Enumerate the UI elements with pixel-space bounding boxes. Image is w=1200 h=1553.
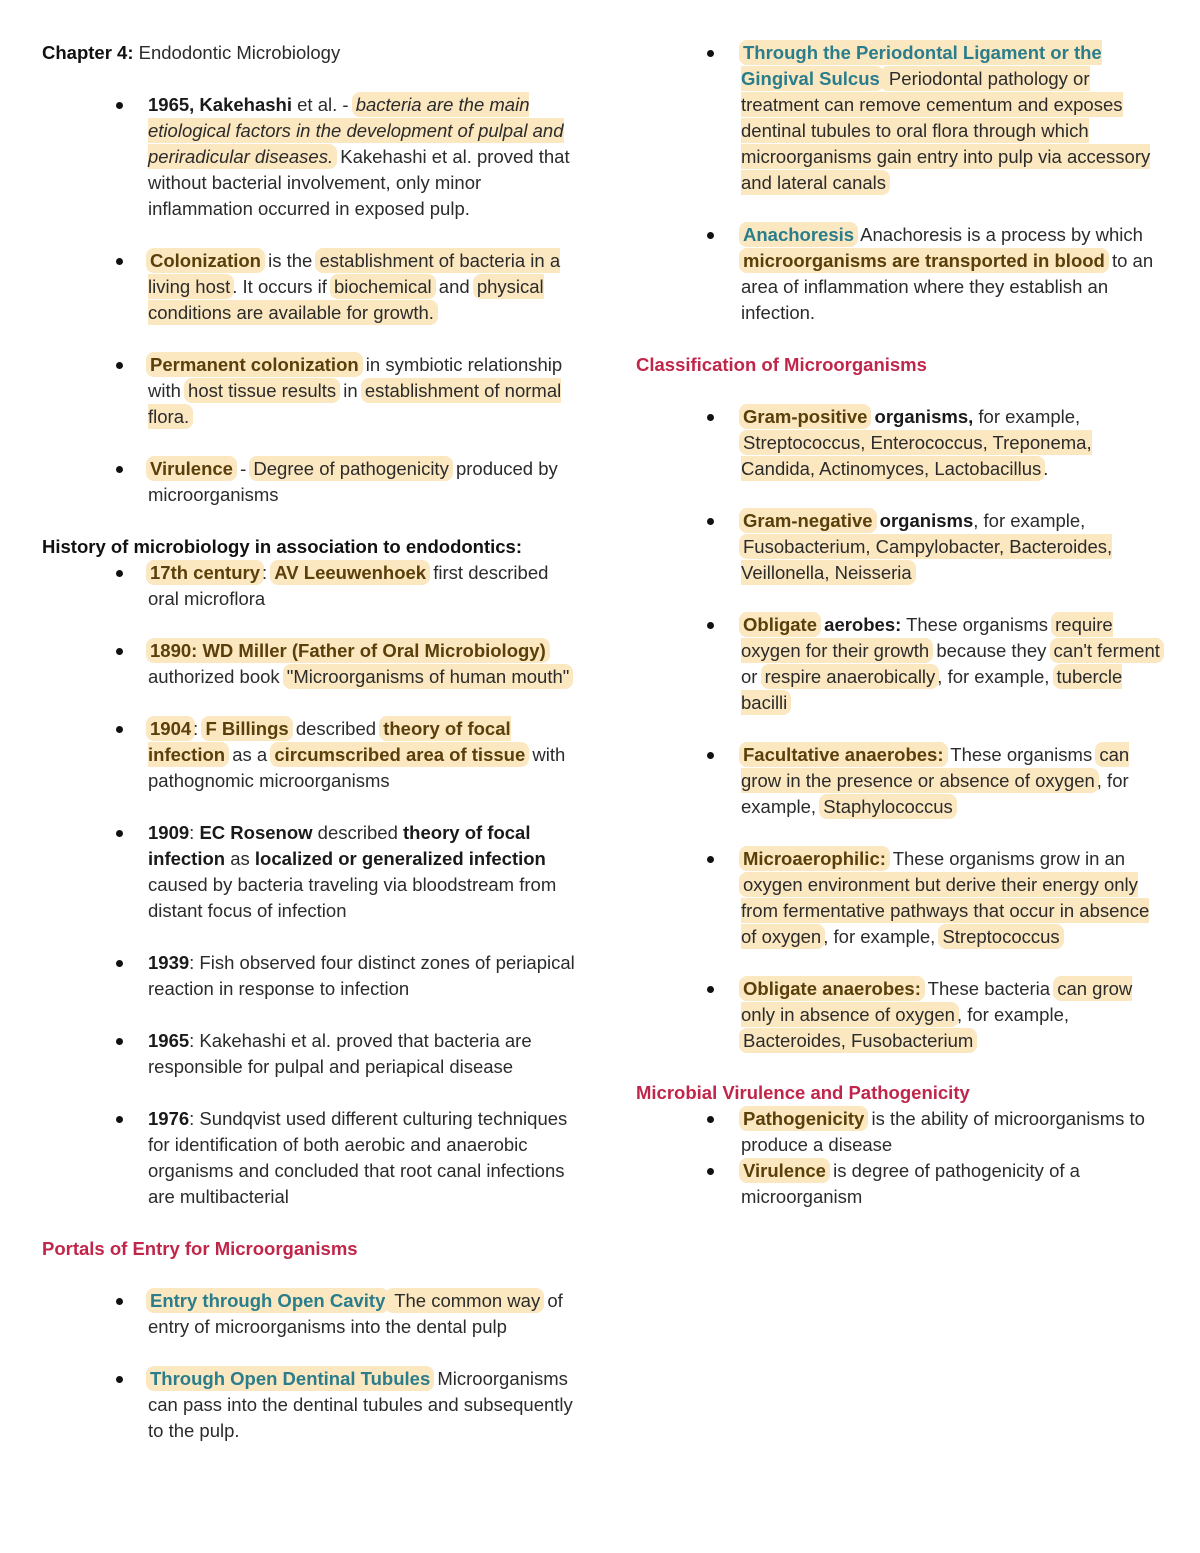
highlight: The common way: [389, 1290, 541, 1311]
text: , for example,: [973, 510, 1086, 531]
chapter-heading: [42, 40, 582, 66]
virulence-heading: Microbial Virulence and Pathogenicity: [636, 1082, 970, 1103]
highlight: Periodontal pathology or treatment can remove cementum and exposes dentinal tubules to oral flora through which microorganisms gain entry into pulp via accessory and lateral canals: [741, 68, 1151, 193]
list-item: [42, 1106, 582, 1210]
history-list: [42, 560, 582, 1210]
highlight: Streptococcus: [942, 926, 1060, 947]
term: Colonization: [150, 250, 261, 271]
bullet-icon: [707, 856, 714, 863]
highlight: Fusobacterium, Campylobacter, Bacteroides, Veillonella, Neisseria: [741, 536, 1113, 583]
list-item: [42, 1028, 582, 1080]
highlight: establishment of normal flora.: [148, 380, 562, 427]
text: , for example,: [823, 926, 941, 947]
bullet-icon: [707, 1116, 714, 1123]
text: These organisms: [901, 614, 1054, 635]
term: localized or generalized infection: [254, 848, 546, 869]
highlight: can grow in the presence or absence of oxygen: [741, 744, 1130, 791]
highlight: Streptococcus, Enterococcus, Treponema, Candida, Actinomyces, Lactobacillus: [741, 432, 1092, 479]
bullet-icon: [707, 414, 714, 421]
text: is the: [262, 250, 318, 271]
text: -: [234, 458, 252, 479]
portal-title: Through the Periodontal Ligament or the Gingival Sulcus: [741, 42, 1102, 89]
text: Microorganisms can pass into the dentinal tubules and subsequently to the pulp.: [148, 1368, 573, 1441]
text: Kakehashi et al. proved that without bacterial involvement, only minor inflammation occurred in exposed pulp.: [148, 146, 570, 219]
highlight: can't ferment: [1053, 640, 1160, 661]
text: Anachoresis is a process by which: [856, 224, 1143, 245]
history-heading: [42, 534, 582, 560]
term: aerobes:: [819, 614, 902, 635]
term: 1965: [148, 1030, 190, 1051]
text: et al. -: [291, 94, 354, 115]
term: Obligate: [743, 614, 818, 635]
text: is the ability of microorganisms to produce a disease: [741, 1108, 1145, 1155]
bullet-icon: [707, 50, 714, 57]
bullet-icon: [707, 518, 714, 525]
text: : Fish observed four distinct zones of periapical reaction in response to infection: [148, 952, 575, 999]
term: F Billings: [205, 718, 289, 739]
term: Obligate anaerobes:: [743, 978, 921, 999]
list-item: [636, 1106, 1166, 1158]
left-column: [42, 40, 582, 1444]
list-item: [42, 820, 582, 924]
text: for example,: [973, 406, 1081, 427]
term: 1909: [148, 822, 190, 843]
highlight: can grow only in absence of oxygen: [741, 978, 1133, 1025]
portal-title: Anachoresis: [743, 224, 855, 245]
bullet-icon: [707, 986, 714, 993]
text: as a: [227, 744, 273, 765]
text: of entry of microorganisms into the dental pulp: [148, 1290, 563, 1337]
highlight: host tissue results: [188, 380, 337, 401]
history-heading-text: History of microbiology in association to endodontics:: [42, 536, 523, 557]
text: . It occurs if: [232, 276, 332, 297]
text: :: [189, 822, 200, 843]
list-item: [636, 508, 1166, 586]
text: to an area of inflammation where they establish an infection.: [741, 250, 1154, 323]
text: , for example,: [741, 770, 1129, 817]
text: : Sundqvist used different culturing techniques for identification of both aerobic and anaerobic organisms and concluded that root canal infections are multibacterial: [148, 1108, 568, 1207]
term: 1976: [148, 1108, 190, 1129]
bullet-icon: [116, 102, 123, 109]
highlight: biochemical: [333, 276, 432, 297]
bullet-icon: [116, 570, 123, 577]
list-item: [42, 352, 582, 430]
highlight: Degree of pathogenicity: [253, 458, 449, 479]
highlight: "Microorganisms of human mouth": [286, 666, 570, 687]
list-item: [636, 404, 1166, 482]
list-item: [636, 222, 1166, 326]
text: or: [741, 666, 763, 687]
text: :: [262, 562, 273, 583]
bullet-icon: [707, 622, 714, 629]
list-item: [636, 40, 1166, 196]
text: : Kakehashi et al. proved that bacteria are responsible for pulpal and periapical disease: [148, 1030, 532, 1077]
highlight: bacteria are the main etiological factors in the development of pulpal and periradicular diseases.: [148, 94, 564, 167]
list-item: [42, 248, 582, 326]
text: produced by microorganisms: [148, 458, 558, 505]
term: Virulence: [743, 1160, 826, 1181]
term: 17th century: [150, 562, 261, 583]
highlight: tubercle bacilli: [741, 666, 1123, 713]
text: :: [193, 718, 204, 739]
chapter-title: Endodontic Microbiology: [138, 42, 341, 63]
list-item: [636, 742, 1166, 820]
text: is degree of pathogenicity of a microorganism: [741, 1160, 1080, 1207]
highlight: respire anaerobically: [764, 666, 936, 687]
text: These organisms: [945, 744, 1098, 765]
text: because they: [931, 640, 1052, 661]
term: EC Rosenow: [199, 822, 313, 843]
term: 1939: [148, 952, 190, 973]
highlight: Staphylococcus: [823, 796, 953, 817]
classification-heading: Classification of Microorganisms: [636, 354, 927, 375]
list-item: [42, 716, 582, 794]
text: , for example,: [956, 1004, 1070, 1025]
list-item: [636, 612, 1166, 716]
list-item: [42, 1366, 582, 1444]
bullet-icon: [116, 960, 123, 967]
term: theory of focal infection: [148, 822, 531, 869]
portals-cont-list: [636, 40, 1166, 326]
text: These bacteria: [922, 978, 1056, 999]
text: caused by bacteria traveling via bloodstream from distant focus of infection: [148, 874, 557, 921]
bullet-icon: [116, 1116, 123, 1123]
portal-title: Through Open Dentinal Tubules: [150, 1368, 431, 1389]
highlight: require oxygen for their growth: [741, 614, 1113, 661]
virulence-list: [636, 1106, 1166, 1210]
bullet-icon: [116, 648, 123, 655]
text: in: [338, 380, 363, 401]
chapter-label: Chapter 4:: [42, 42, 134, 63]
text: described: [290, 718, 382, 739]
text: .: [1043, 458, 1049, 479]
term: organisms,: [869, 406, 974, 427]
term: Permanent colonization: [150, 354, 359, 375]
term: AV Leeuwenhoek: [274, 562, 427, 583]
list-item: [636, 1158, 1166, 1210]
text: as: [225, 848, 255, 869]
list-item: [42, 456, 582, 508]
classification-list: [636, 404, 1166, 1054]
highlight: establishment of bacteria in a living host: [148, 250, 561, 297]
bullet-icon: [116, 466, 123, 473]
text: These organisms grow in an: [887, 848, 1126, 869]
term: circumscribed area of tissue: [274, 744, 526, 765]
list-item: [42, 560, 582, 612]
list-item: [636, 846, 1166, 950]
bullet-icon: [707, 232, 714, 239]
bullet-icon: [116, 1376, 123, 1383]
term: 1965, Kakehashi: [148, 94, 292, 115]
bullet-icon: [116, 258, 123, 265]
list-item: [42, 950, 582, 1002]
bullet-icon: [707, 1168, 714, 1175]
highlight: physical conditions are available for growth.: [148, 276, 544, 323]
term: organisms: [874, 510, 974, 531]
highlight: Bacteroides, Fusobacterium: [743, 1030, 974, 1051]
term: theory of focal infection: [148, 718, 511, 765]
intro-list: [42, 92, 582, 508]
term: Pathogenicity: [743, 1108, 865, 1129]
term: microorganisms are transported in blood: [743, 250, 1105, 271]
bullet-icon: [116, 1038, 123, 1045]
list-item: [42, 1288, 582, 1340]
list-item: [42, 638, 582, 690]
term: Microaerophilic:: [743, 848, 886, 869]
text: authorized book: [148, 666, 285, 687]
term: 1904: [150, 718, 192, 739]
text: in symbiotic relationship with: [148, 354, 563, 401]
bullet-icon: [707, 752, 714, 759]
bullet-icon: [116, 726, 123, 733]
portal-title: Entry through Open Cavity: [150, 1290, 386, 1311]
text: described: [312, 822, 404, 843]
text: and: [433, 276, 475, 297]
right-column: [636, 40, 1166, 1210]
bullet-icon: [116, 830, 123, 837]
text: , for example,: [937, 666, 1055, 687]
list-item: [42, 92, 582, 222]
text: with pathognomic microorganisms: [148, 744, 566, 791]
list-item: [636, 976, 1166, 1054]
bullet-icon: [116, 362, 123, 369]
term: 1890: WD Miller (Father of Oral Microbiology): [150, 640, 546, 661]
highlight: oxygen environment but derive their energy only from fermentative pathways that occur in absence of oxygen: [741, 874, 1150, 947]
term: Facultative anaerobes:: [743, 744, 944, 765]
term: Virulence: [150, 458, 233, 479]
bullet-icon: [116, 1298, 123, 1305]
portals-heading: Portals of Entry for Microorganisms: [42, 1238, 358, 1259]
text: first described oral microflora: [148, 562, 549, 609]
portals-list: [42, 1288, 582, 1444]
term: Gram-negative: [743, 510, 873, 531]
term: Gram-positive: [743, 406, 868, 427]
